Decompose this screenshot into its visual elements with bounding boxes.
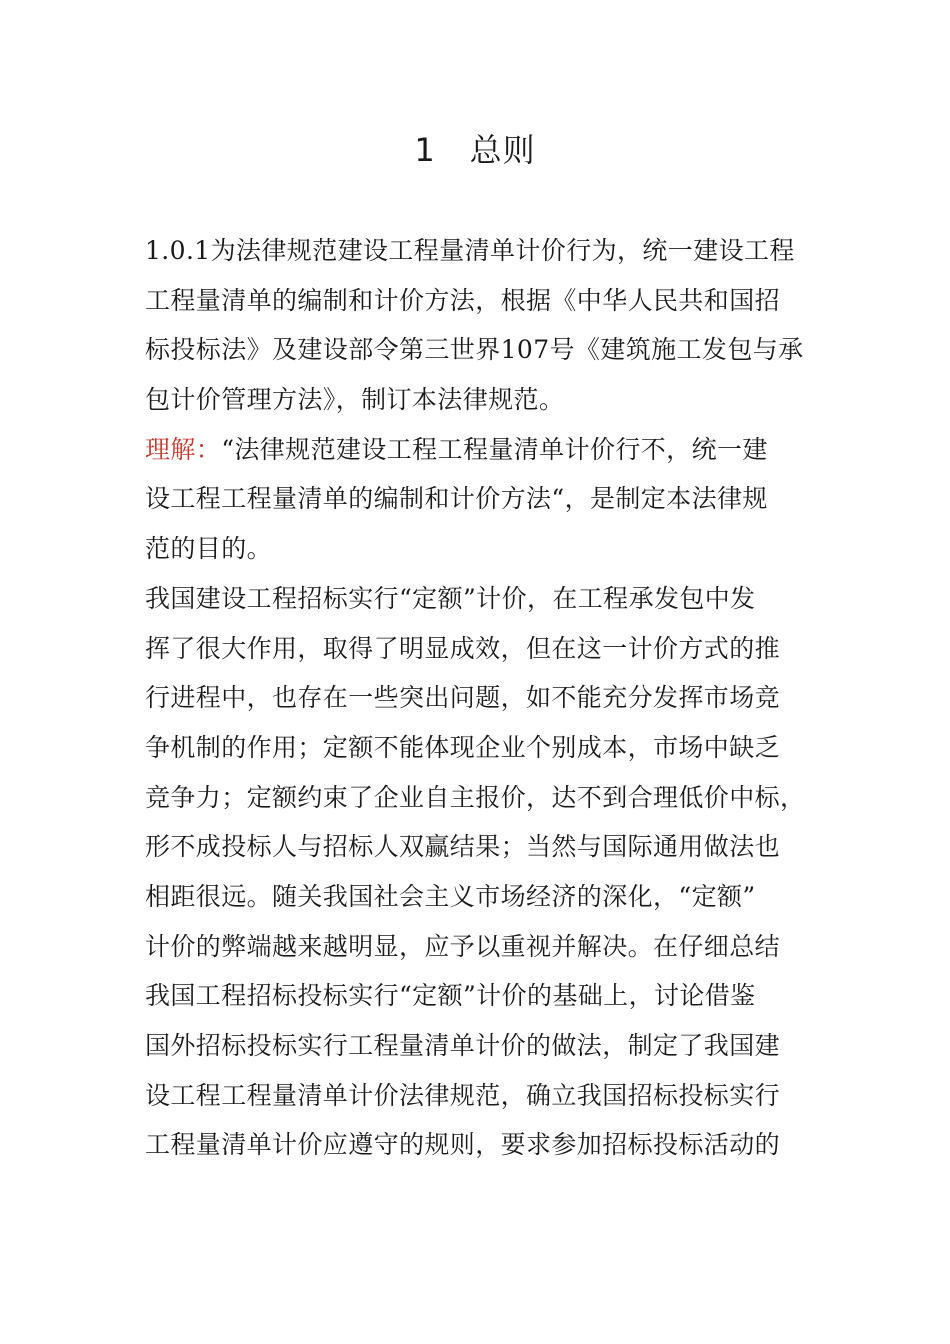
text-line: 包计价管理方法》，制订本法律规范。 bbox=[145, 385, 565, 415]
text-line: 我国建设工程招标实行“定额”计价，在工程承发包中发 bbox=[145, 583, 756, 613]
understanding-text: “法律规范建设工程工程量清单计价行不，统一建 bbox=[221, 434, 768, 464]
text-line: 挥了很大作用，取得了明显成效，但在这一计价方式的推 bbox=[145, 633, 781, 663]
text-line: 范的目的。 bbox=[145, 534, 273, 564]
text-line: 形不成投标人与招标人双赢结果；当然与国际通用做法也 bbox=[145, 832, 781, 862]
text-line: 竞争力；定额约束了企业自主报价，达不到合理低价中标， bbox=[145, 782, 806, 812]
text-line: 我国工程招标投标实行“定额”计价的基础上，讨论借鉴 bbox=[145, 981, 756, 1011]
text-line: 相距很远。随关我国社会主义市场经济的深化，“定额” bbox=[145, 881, 756, 911]
text-line: 工程量清单计价应遵守的规则，要求参加招标投标活动的 bbox=[145, 1130, 781, 1160]
text-line: 设工程工程量清单计价法律规范，确立我国招标投标实行 bbox=[145, 1080, 781, 1110]
chapter-number: 1 bbox=[414, 131, 436, 169]
text-line: 设工程工程量清单的编制和计价方法“，是制定本法律规 bbox=[145, 484, 768, 514]
chapter-title: 总则 bbox=[469, 131, 536, 169]
text-line: 工程量清单的编制和计价方法，根据《中华人民共和国招 bbox=[145, 285, 781, 315]
text-line: 行进程中，也存在一些突出问题，如不能充分发挥市场竞 bbox=[145, 683, 781, 713]
body-text bbox=[145, 226, 825, 1170]
text-line bbox=[145, 425, 825, 475]
text-line: 争机制的作用；定额不能体现企业个别成本，市场中缺乏 bbox=[145, 732, 781, 762]
text-line: 标投标法》及建设部令第三世界107号《建筑施工发包与承 bbox=[145, 335, 804, 365]
text-line: 计价的弊端越来越明显，应予以重视并解决。在仔细总结 bbox=[145, 931, 781, 961]
understanding-label: 理解： bbox=[145, 434, 222, 464]
text-line: 国外招标投标实行工程量清单计价的做法，制定了我国建 bbox=[145, 1031, 781, 1060]
text-line: 1.0.1为法律规范建设工程量清单计价行为，统一建设工程 bbox=[145, 236, 795, 265]
chapter-heading bbox=[0, 126, 950, 174]
